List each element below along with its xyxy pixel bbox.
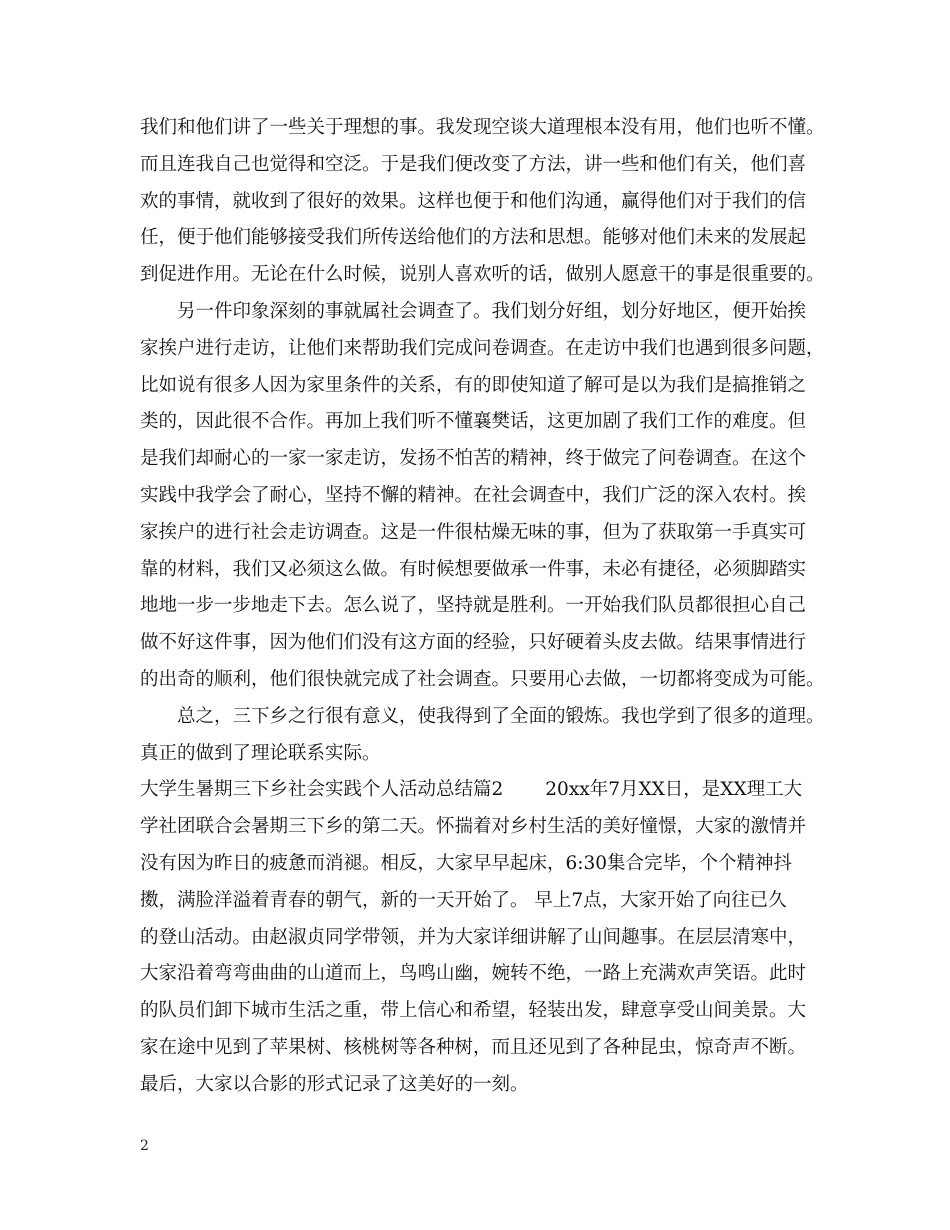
text-line: 实践中我学会了耐心，坚持不懈的精神。在社会调查中，我们广泛的深入农村。挨 (140, 484, 807, 506)
text-line: 的登山活动。由赵淑贞同学带领，并为大家详细讲解了山间趣事。在层层清寒中， (140, 926, 807, 948)
page-number: 2 (140, 1138, 149, 1154)
text-line: 家在途中见到了苹果树、核桃树等各种树，而且还见到了各种昆虫，惊奇声不断。 (140, 1036, 807, 1058)
text-line: 靠的材料，我们又必须这么做。有时候想要做承一件事，未必有捷径，必须脚踏实 (140, 558, 807, 580)
text-line: 我们和他们讲了一些关于理想的事。我发现空谈大道理根本没有用，他们也听不懂。 (140, 117, 825, 138)
text-line: 家挨户的进行社会走访调查。这是一件很枯燥无味的事，但为了获取第一手真实可 (140, 521, 807, 543)
text-line: 大家沿着弯弯曲曲的山道而上，鸟鸣山幽，婉转不绝，一路上充满欢声笑语。此时 (140, 963, 807, 985)
text-line: 的出奇的顺利，他们很快就完成了社会调查。只要用心去做，一切都将变成为可能。 (140, 668, 825, 690)
text-line: 地地一步一步地走下去。怎么说了，坚持就是胜利。一开始我们队员都很担心自己 (140, 595, 807, 617)
document-body (140, 110, 824, 1104)
text-line: 擞，满脸洋溢着青春的朝气，新的一天开始了。 早上7点，大家开始了向往已久 (140, 889, 787, 911)
text-line: 到促进作用。无论在什么时候，说别人喜欢听的话，做别人愿意干的事是很重要的。 (140, 264, 825, 286)
text-line: 任，便于他们能够接受我们所传送给他们的方法和思想。能够对他们未来的发展起 (140, 227, 807, 249)
text-line: 真正的做到了理论联系实际。 (140, 742, 381, 764)
section-heading-line (140, 772, 824, 809)
section-heading: 大学生暑期三下乡社会实践个人活动总结篇2 (140, 779, 504, 801)
text-line: 学社团联合会暑期三下乡的第二天。怀揣着对乡村生活的美好憧憬，大家的激情并 (140, 816, 807, 838)
text-run: 20xx年7月XX日，是XX理工大 (545, 779, 803, 801)
text-line: 类的，因此很不合作。再加上我们听不懂襄樊话，这更加剧了我们工作的难度。但 (140, 411, 807, 433)
text-line: 家挨户进行走访，让他们来帮助我们完成问卷调查。在走访中我们也遇到很多问题， (140, 337, 825, 359)
paragraph-start-line: 另一件印象深刻的事就属社会调查了。我们划分好组，划分好地区，便开始挨 (177, 300, 807, 322)
text-line: 欢的事情，就收到了很好的效果。这样也便于和他们沟通，赢得他们对于我们的信 (140, 190, 807, 212)
text-line: 的队员们卸下城市生活之重，带上信心和希望，轻装出发，肆意享受山间美景。大 (140, 1000, 807, 1022)
text-line: 比如说有很多人因为家里条件的关系，有的即使知道了解可是以为我们是搞推销之 (140, 374, 807, 396)
text-line: 最后，大家以合影的形式记录了这美好的一刻。 (140, 1073, 529, 1095)
text-line: 是我们却耐心的一家一家走访，发扬不怕苦的精神，终于做完了问卷调查。在这个 (140, 448, 807, 470)
text-line: 而且连我自己也觉得和空泛。于是我们便改变了方法，讲一些和他们有关，他们喜 (140, 153, 807, 175)
text-line: 没有因为昨日的疲惫而消褪。相反，大家早早起床，6:30集合完毕，个个精神抖 (140, 852, 793, 874)
paragraph-start-line: 总之，三下乡之行很有意义，使我得到了全面的锻炼。我也学到了很多的道理。 (177, 705, 825, 727)
text-line: 做不好这件事，因为他们们没有这方面的经验，只好硬着头皮去做。结果事情进行 (140, 632, 807, 654)
